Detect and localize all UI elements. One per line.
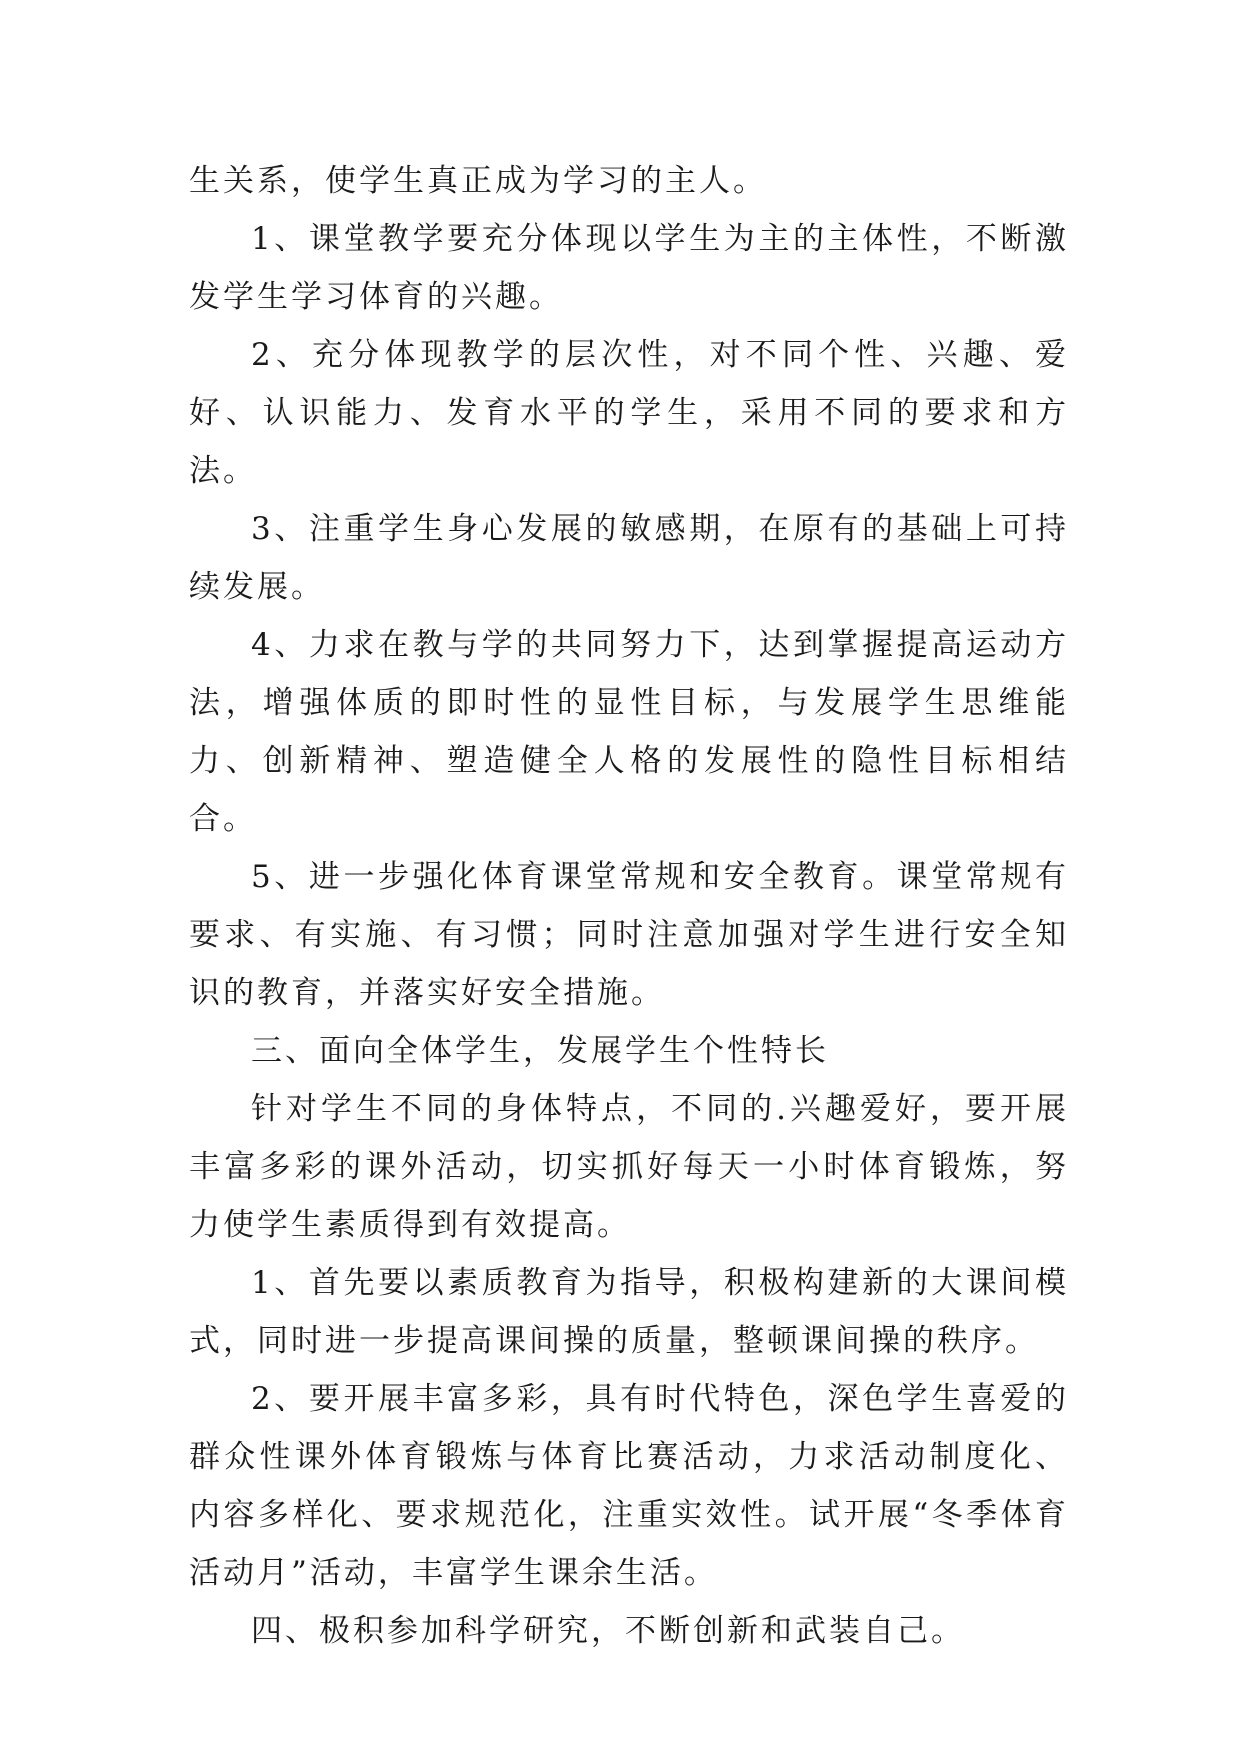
- paragraph: 2、充分体现教学的层次性，对不同个性、兴趣、爱好、认识能力、发育水平的学生，采用不同的要求和方法。: [189, 337, 1069, 489]
- paragraph: 5、进一步强化体育课堂常规和安全教育。课堂常规有要求、有实施、有习惯；同时注意加强对学生进行安全知识的教育，并落实好安全措施。: [189, 859, 1069, 1011]
- paragraph: 针对学生不同的身体特点，不同的.兴趣爱好，要开展丰富多彩的课外活动，切实抓好每天一小时体育锻炼，努力使学生素质得到有效提高。: [189, 1091, 1069, 1243]
- paragraph: 生关系，使学生真正成为学习的主人。: [189, 163, 767, 199]
- paragraph: 4、力求在教与学的共同努力下，达到掌握提高运动方法，增强体质的即时性的显性目标，与发展学生思维能力、创新精神、塑造健全人格的发展性的隐性目标相结合。: [189, 627, 1069, 837]
- section-heading: 三、面向全体学生，发展学生个性特长: [251, 1033, 829, 1069]
- section-heading: 四、极积参加科学研究，不断创新和武装自己。: [251, 1613, 965, 1649]
- paragraph: 2、要开展丰富多彩，具有时代特色，深色学生喜爱的群众性课外体育锻炼与体育比赛活动，力求活动制度化、内容多样化、要求规范化，注重实效性。试开展“冬季体育活动月”活动，丰富学生课余生活。: [189, 1381, 1069, 1591]
- paragraph: 3、注重学生身心发展的敏感期，在原有的基础上可持续发展。: [189, 511, 1069, 605]
- paragraph: 1、课堂教学要充分体现以学生为主的主体性，不断激发学生学习体育的兴趣。: [189, 221, 1069, 315]
- document-page: [189, 152, 1069, 1660]
- paragraph: 1、首先要以素质教育为指导，积极构建新的大课间模式，同时进一步提高课间操的质量，整顿课间操的秩序。: [189, 1265, 1069, 1359]
